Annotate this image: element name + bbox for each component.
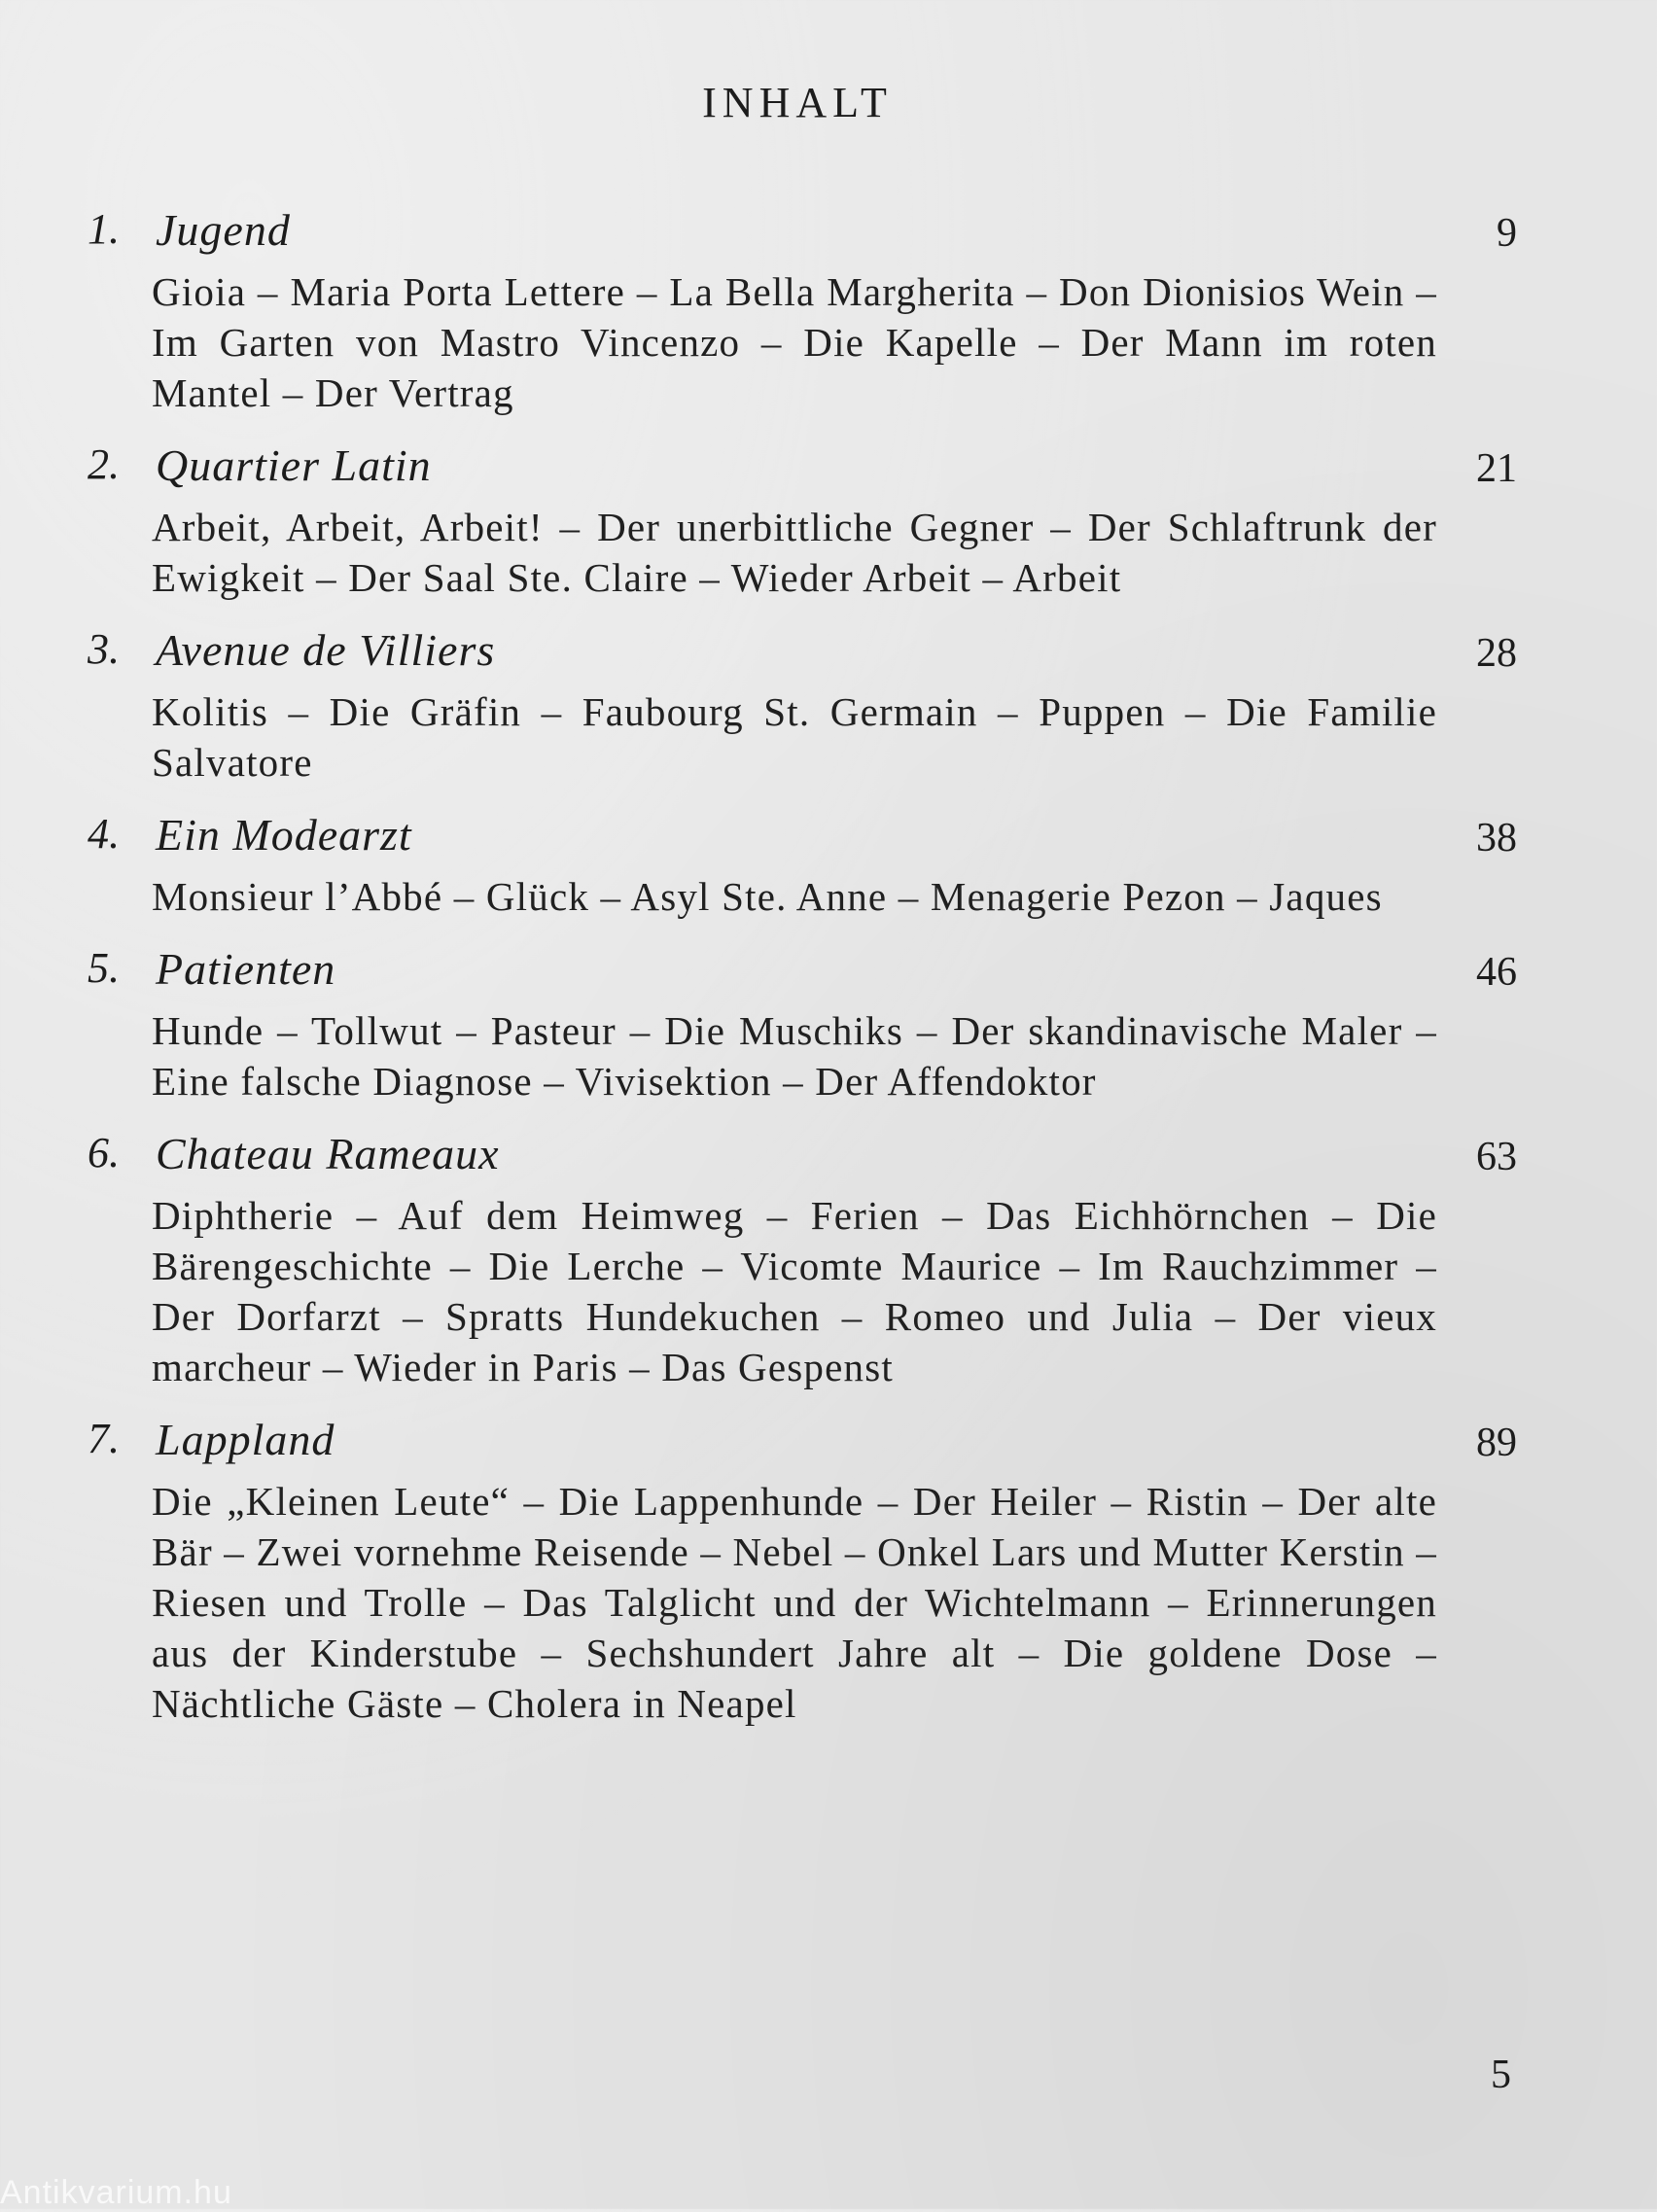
chapter-entry-1 [78,204,1517,418]
chapter-heading [78,943,1517,1005]
chapter-entry-3 [78,624,1517,788]
chapter-title: Lappland [156,1415,335,1464]
chapter-number: 6. [88,1129,120,1176]
chapter-contents: Monsieur l’Abbé – Glück – Asyl Ste. Anne – Menagerie Pezon – Jaques [152,874,1383,919]
watermark: Antikvarium.hu [0,2174,232,2211]
chapter-title: Quartier Latin [156,440,432,490]
chapter-title: Jugend [156,205,291,255]
chapter-title: Avenue de Villiers [156,625,496,675]
chapter-number: 7. [88,1415,120,1462]
chapter-page-number: 38 [1476,816,1517,860]
chapter-page-number: 21 [1476,446,1517,491]
chapter-heading [78,1128,1517,1190]
chapter-number: 3. [88,625,120,673]
chapter-heading [78,624,1517,686]
chapter-contents: Diphtherie – Auf dem Heimweg – Ferien – Das Eichhörnchen – Die Bärengeschichte – Die Lerche – Vicomte Maurice – Im Rauchzimmer – Der Dorfarzt – Spratts Hundekuchen – Romeo und Julia – Der vieux marcheur – Wieder in Paris – Das Gespenst [152,1193,1437,1389]
chapter-number: 2. [88,440,120,488]
chapter-page-number: 9 [1497,211,1517,256]
chapter-entry-4 [78,809,1517,922]
chapter-number: 1. [88,205,120,253]
chapter-title: Ein Modearzt [156,810,412,860]
chapter-contents: Hunde – Tollwut – Pasteur – Die Muschiks – Der skandinavische Maler – Eine falsche Diagnose – Vivisektion – Der Affendoktor [152,1008,1437,1104]
page-title: INHALT [702,79,893,126]
chapter-number: 5. [88,944,120,992]
page-folio: 5 [1491,2053,1511,2097]
chapter-page-number: 63 [1476,1135,1517,1179]
chapter-contents: Arbeit, Arbeit, Arbeit! – Der unerbittliche Gegner – Der Schlaftrunk der Ewigkeit – Der Saal Ste. Claire – Wieder Arbeit – Arbeit [152,505,1437,600]
chapter-contents: Gioia – Maria Porta Lettere – La Bella Margherita – Don Dionisios Wein – Im Garten von Mastro Vincenzo – Die Kapelle – Der Mann im roten Mantel – Der Vertrag [152,269,1437,415]
chapter-page-number: 89 [1476,1421,1517,1465]
chapter-heading [78,809,1517,871]
chapter-heading [78,1414,1517,1476]
chapter-contents: Die „Kleinen Leute“ – Die Lappenhunde – Der Heiler – Ristin – Der alte Bär – Zwei vornehme Reisende – Nebel – Onkel Lars und Mutter Kerstin – Riesen und Trolle – Das Talglicht und der Wichtelmann – Erinnerungen aus der Kinderstube – Sechshundert Jahre alt – Die goldene Dose – Nächtliche Gäste – Cholera in Neapel [152,1479,1437,1726]
chapter-entry-2 [78,439,1517,603]
chapter-number: 4. [88,810,120,858]
chapter-heading [78,204,1517,266]
chapter-page-number: 28 [1476,631,1517,676]
chapter-entry-7 [78,1414,1517,1729]
chapter-contents: Kolitis – Die Gräfin – Faubourg St. Germain – Puppen – Die Familie Salvatore [152,689,1437,785]
chapter-entry-5 [78,943,1517,1106]
chapter-entry-6 [78,1128,1517,1392]
chapter-page-number: 46 [1476,950,1517,995]
table-of-contents [78,204,1517,1750]
chapter-title: Chateau Rameaux [156,1129,500,1178]
chapter-title: Patienten [156,944,336,994]
chapter-heading [78,439,1517,502]
